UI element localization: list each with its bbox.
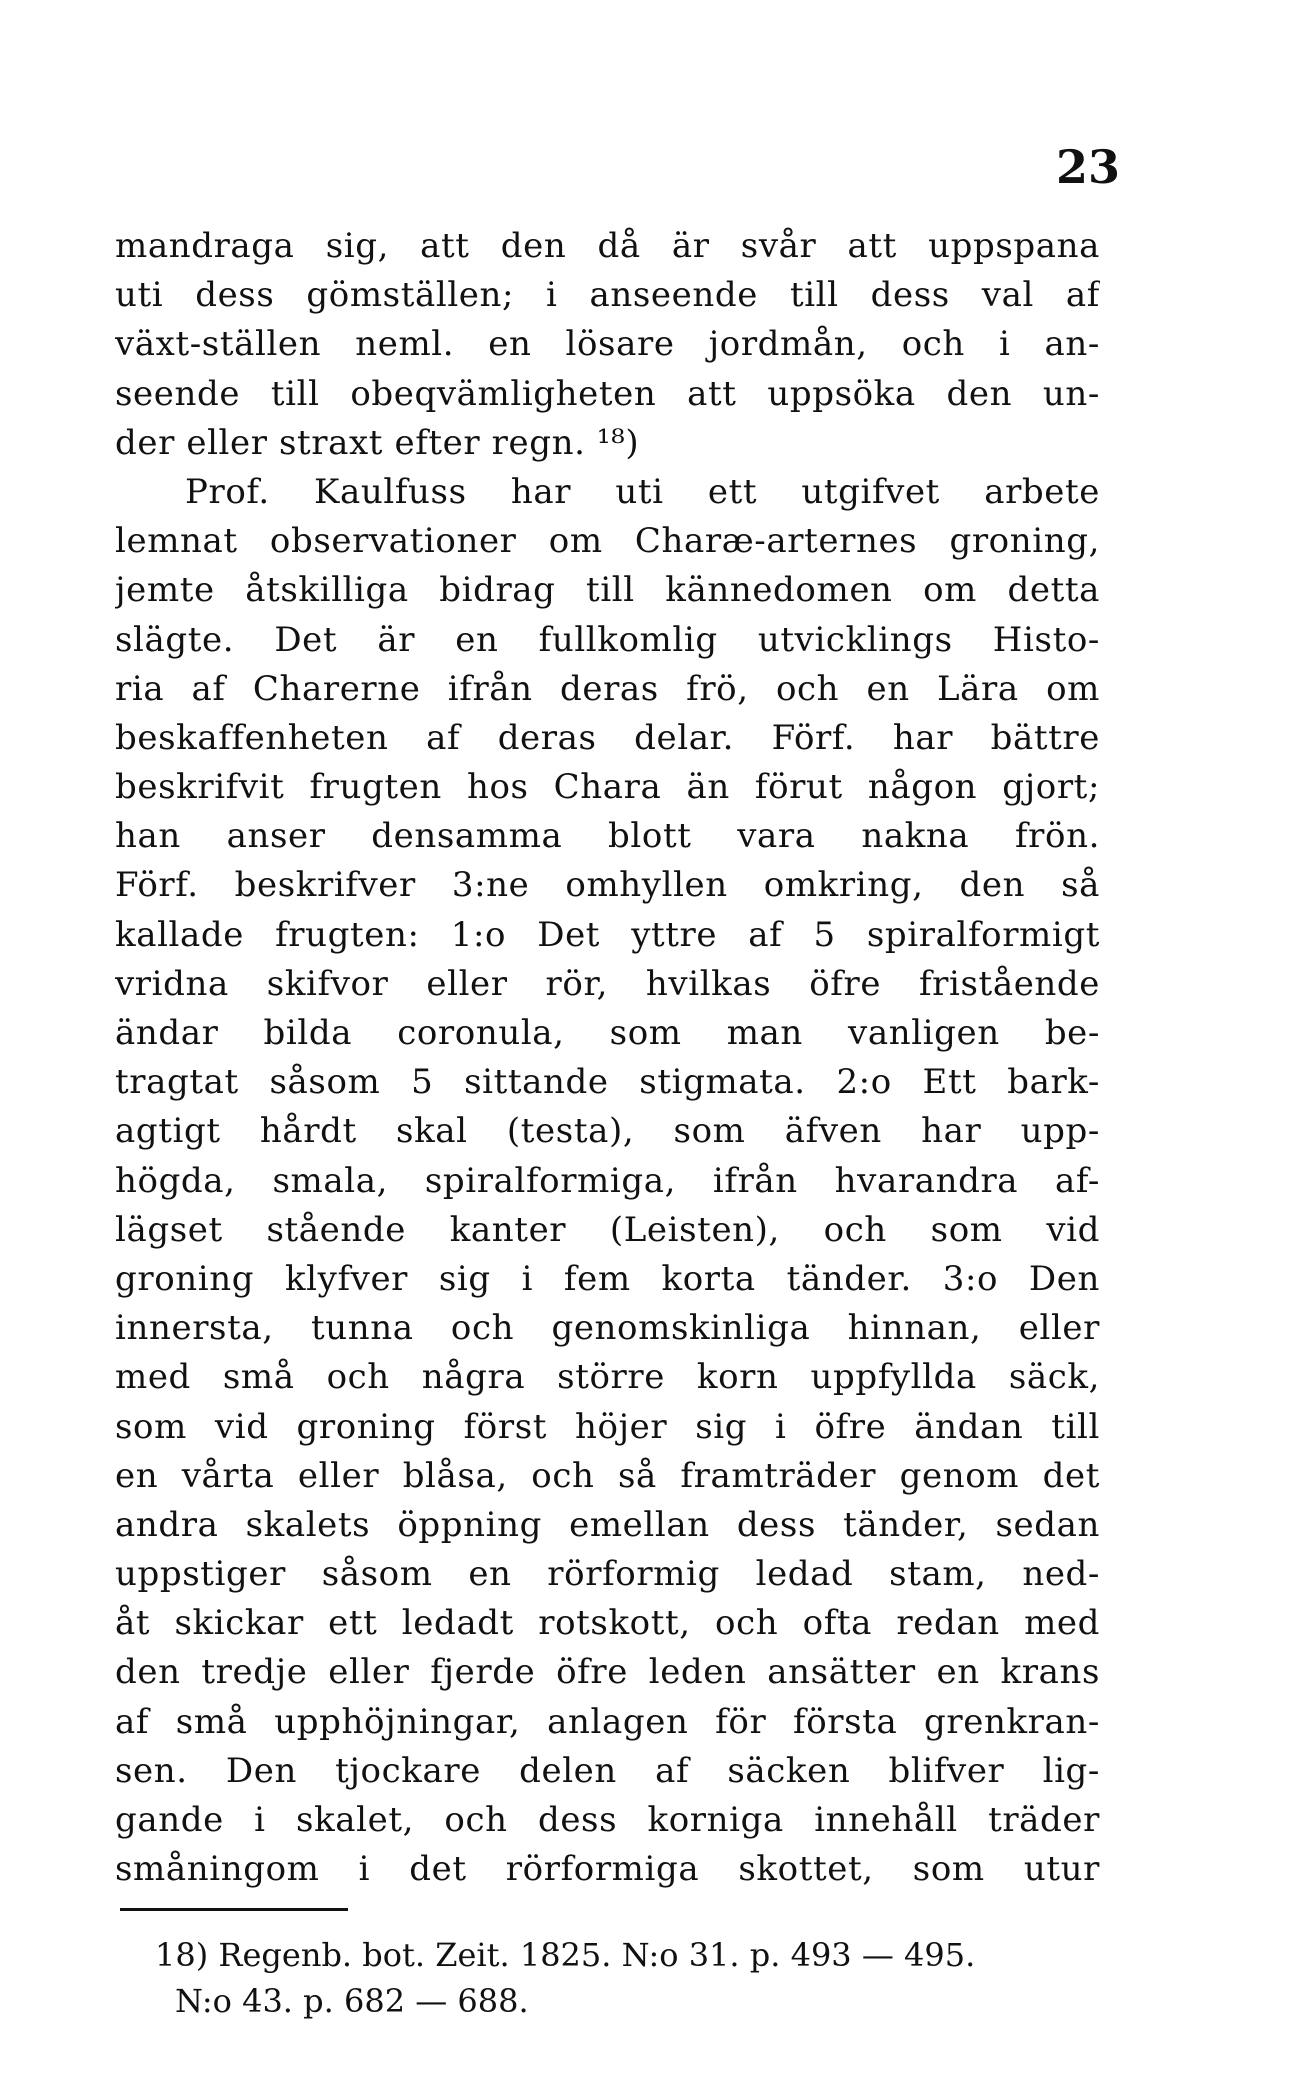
text-line: som vid groning först höjer sig i öfre ändan till [115, 1406, 1100, 1447]
text-line: mandraga sig, att den då är svår att uppspana [115, 226, 1100, 266]
page-number: 23 [1055, 140, 1120, 194]
footnote-divider [120, 1908, 348, 1911]
text-line: innersta, tunna och genomskinliga hinnan, eller [115, 1308, 1100, 1349]
text-line: beskrifvit frugten hos Chara än förut någon gjort; [115, 767, 1100, 808]
text-line: växt-ställen neml. en lösare jordmån, och i an- [115, 324, 1100, 365]
text-line: lemnat observationer om Charæ-arternes groning, [115, 521, 1100, 562]
text-line: gande i skalet, och dess korniga innehåll träder [115, 1800, 1100, 1840]
text-line: seende till obeqvämligheten att uppsöka den un- [115, 373, 1100, 414]
text-line: der eller straxt efter regn. ¹⁸) [115, 422, 640, 463]
text-line: uppstiger såsom en rörformig ledad stam, ned- [115, 1554, 1100, 1595]
text-line: vridna skifvor eller rör, hvilkas öfre fristående [115, 963, 1100, 1004]
text-line: jemte åtskilliga bidrag till kännedomen om detta [115, 570, 1100, 611]
text-line: åt skickar ett ledadt rotskott, och ofta redan med [115, 1603, 1100, 1644]
text-line: slägte. Det är en fullkomlig utvicklings Histo- [115, 619, 1100, 660]
text-line: uti dess gömställen; i anseende till dess val af [115, 275, 1100, 316]
text-line: en vårta eller blåsa, och så framträder genom det [115, 1455, 1100, 1496]
text-line: beskaffenheten af deras delar. Förf. har bättre [115, 717, 1100, 758]
text-line: af små upphöjningar, anlagen för första grenkran- [115, 1701, 1100, 1742]
text-line: groning klyfver sig i fem korta tänder. 3:o Den [115, 1258, 1100, 1299]
text-line: andra skalets öppning emellan dess tänder, sedan [115, 1504, 1100, 1545]
main-paragraph [115, 222, 1100, 1894]
footnote-block [155, 1932, 1095, 2024]
text-line: sen. Den tjockare delen af säcken blifver lig- [115, 1750, 1100, 1791]
text-line: Prof. Kaulfuss har uti ett utgifvet arbete [185, 471, 1100, 512]
text-line: med små och några större korn uppfyllda säck, [115, 1357, 1100, 1398]
footnote-line: N:o 43. p. 682 — 688. [175, 1982, 529, 2020]
text-line: ändar bilda coronula, som man vanligen be- [115, 1013, 1100, 1053]
text-line: tragtat såsom 5 sittande stigmata. 2:o Ett bark- [115, 1062, 1100, 1103]
text-line: småningom i det rörformiga skottet, som utur [115, 1849, 1100, 1890]
text-line: han anser densamma blott vara nakna frön. [115, 816, 1100, 857]
text-line: agtigt hårdt skal (testa), som äfven har upp- [115, 1111, 1100, 1152]
text-line: Förf. beskrifver 3:ne omhyllen omkring, den så [115, 865, 1100, 906]
text-line: lägset stående kanter (Leisten), och som vid [115, 1209, 1100, 1250]
text-line: ria af Charerne ifrån deras frö, och en Lära om [115, 668, 1100, 709]
footnote-line: 18) Regenb. bot. Zeit. 1825. N:o 31. p. 493 — 495. [155, 1936, 976, 1974]
text-line: högda, smala, spiralformiga, ifrån hvarandra af- [115, 1160, 1100, 1201]
text-line: kallade frugten: 1:o Det yttre af 5 spiralformigt [115, 914, 1100, 955]
text-line: den tredje eller fjerde öfre leden ansätter en krans [115, 1652, 1100, 1693]
